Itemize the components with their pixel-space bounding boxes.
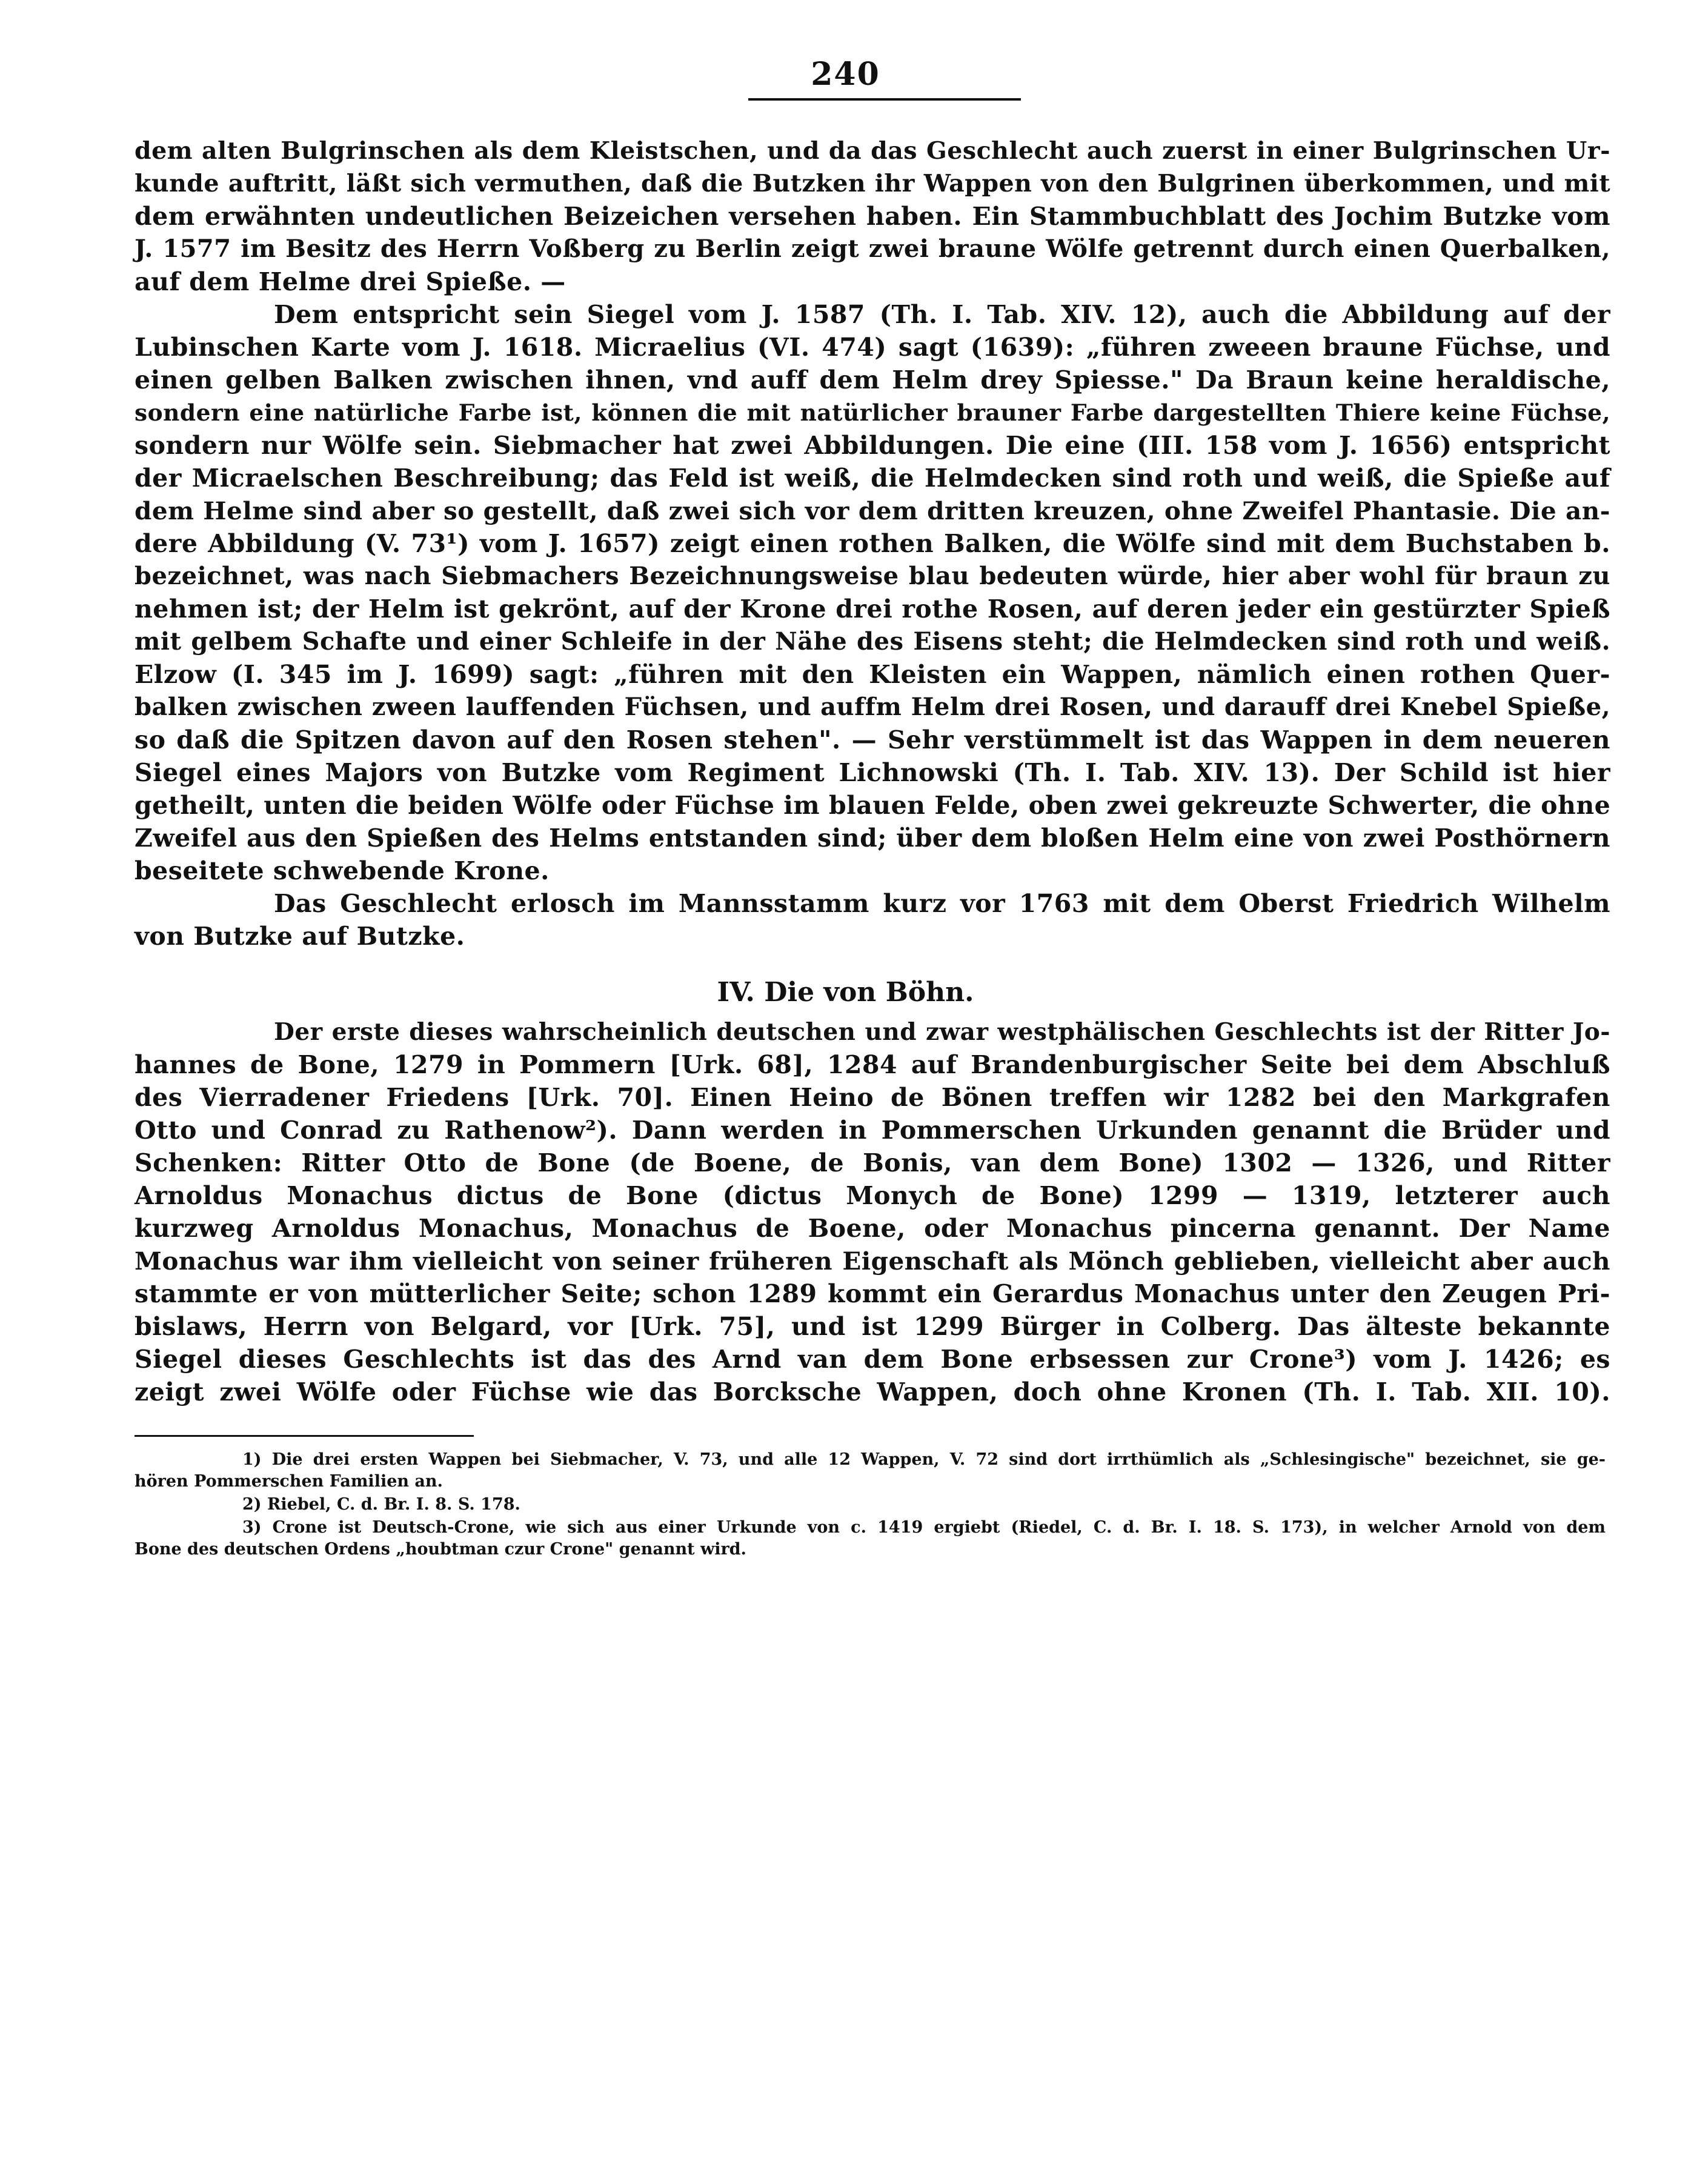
section-heading: IV. Die von Böhn. — [717, 977, 974, 1008]
text-line: stammte er von mütterlicher Seite; schon 1289 kommt ein Gerardus Monachus unter den Zeugen Pri- — [135, 1279, 1610, 1308]
text-line: beseitete schwebende Krone. — [135, 856, 550, 885]
text-line: dem alten Bulgrinschen als dem Kleistschen, und da das Geschlecht auch zuerst in einer Bulgrinschen Ur- — [135, 137, 1610, 165]
text-line: mit gelbem Schafte und einer Schleife in der Nähe des Eisens steht; die Helmdecken sind roth und weiß. — [135, 627, 1610, 656]
header-rule — [748, 98, 1021, 101]
text-line: Siegel eines Majors von Butzke vom Regiment Lichnowski (Th. I. Tab. XIV. 13). Der Schild ist hier — [135, 758, 1610, 787]
text-line: Schenken: Ritter Otto de Bone (de Boene, de Bonis, van dem Bone) 1302 — 1326, und Ritter — [135, 1148, 1610, 1177]
text-line: kurzweg Arnoldus Monachus, Monachus de Boene, oder Monachus pincerna genannt. Der Name — [135, 1214, 1610, 1243]
text-line: hannes de Bone, 1279 in Pommern [Urk. 68], 1284 auf Brandenburgischer Seite bei dem Abschluß — [135, 1050, 1610, 1079]
text-line: nehmen ist; der Helm ist gekrönt, auf der Krone drei rothe Rosen, auf deren jeder ein gestürzter Spieß — [135, 594, 1610, 624]
text-line: zeigt zwei Wölfe oder Füchse wie das Borcksche Wappen, doch ohne Kronen (Th. I. Tab. XII. 10). — [135, 1377, 1610, 1407]
footnote-2: 2) Riebel, C. d. Br. I. 8. S. 178. — [242, 1495, 520, 1514]
text-line: Monachus war ihm vielleicht von seiner früheren Eigenschaft als Mönch geblieben, vielleicht aber auch — [135, 1247, 1610, 1276]
text-line: Arnoldus Monachus dictus de Bone (dictus Monych de Bone) 1299 — 1319, letzterer auch — [135, 1181, 1610, 1210]
text-line: J. 1577 im Besitz des Herrn Voßberg zu Berlin zeigt zwei braune Wölfe getrennt durch einen Querbalken, — [135, 235, 1610, 263]
footnote-1-line-1: 1) Die drei ersten Wappen bei Siebmacher, V. 73, und alle 12 Wappen, V. 72 sind dort irrthümlich als „Schlesingische" bezeichnet, sie ge- — [242, 1450, 1606, 1469]
text-line: kunde auftritt, läßt sich vermuthen, daß die Butzken ihr Wappen von den Bulgrinen überkommen, und mit — [135, 170, 1610, 198]
text-line: bislaws, Herrn von Belgard, vor [Urk. 75], und ist 1299 Bürger in Colberg. Das älteste bekannte — [135, 1312, 1610, 1341]
text-line: sondern nur Wölfe sein. Siebmacher hat zwei Abbildungen. Die eine (III. 158 vom J. 1656) entspricht — [135, 431, 1610, 460]
text-line: sondern eine natürliche Farbe ist, können die mit natürlicher brauner Farbe dargestellten Thiere keine Füchse, — [135, 399, 1610, 426]
footnote-3-line-2: Bone des deutschen Ordens „houbtman czur Crone" genannt wird. — [135, 1540, 746, 1559]
text-line: Dem entspricht sein Siegel vom J. 1587 (Th. I. Tab. XIV. 12), auch die Abbildung auf der — [274, 300, 1610, 329]
text-line: Elzow (I. 345 im J. 1699) sagt: „führen mit den Kleisten ein Wappen, nämlich einen rothen Quer- — [135, 660, 1610, 689]
text-line: Zweifel aus den Spießen des Helms entstanden sind; über dem bloßen Helm eine von zwei Posthörnern — [135, 824, 1610, 853]
text-line: dere Abbildung (V. 73¹) vom J. 1657) zeigt einen rothen Balken, die Wölfe sind mit dem Buchstaben b. — [135, 529, 1610, 558]
text-line: getheilt, unten die beiden Wölfe oder Füchse im blauen Felde, oben zwei gekreuzte Schwerter, die ohne — [135, 791, 1611, 820]
text-line: dem Helme sind aber so gestellt, daß zwei sich vor dem dritten kreuzen, ohne Zweifel Phantasie. Die an- — [135, 496, 1610, 525]
text-line: Der erste dieses wahrscheinlich deutschen und zwar westphälischen Geschlechts ist der Ritter Jo- — [274, 1018, 1610, 1046]
text-line: dem erwähnten undeutlichen Beizeichen versehen haben. Ein Stammbuchblatt des Jochim Butzke vom — [135, 202, 1610, 231]
text-line: Otto und Conrad zu Rathenow²). Dann werden in Pommerschen Urkunden genannt die Brüder und — [135, 1116, 1610, 1145]
page-number: 240 — [811, 56, 880, 93]
text-line: bezeichnet, was nach Siebmachers Bezeichnungsweise blau bedeuten würde, hier aber wohl für braun zu — [135, 562, 1610, 590]
footnote-rule — [135, 1435, 474, 1437]
footnote-3-line-1: 3) Crone ist Deutsch-Crone, wie sich aus einer Urkunde von c. 1419 ergiebt (Riedel, C. d. Br. I. 18. S. 173), in welcher Arnold von dem — [242, 1518, 1606, 1537]
text-line: Lubinschen Karte vom J. 1618. Micraelius (VI. 474) sagt (1639): „führen zweeen braune Füchse, und — [135, 333, 1610, 362]
text-line: Siegel dieses Geschlechts ist das des Arnd van dem Bone erbsessen zur Crone³) vom J. 1426; es — [135, 1345, 1610, 1374]
text-line: einen gelben Balken zwischen ihnen, vnd auff dem Helm drey Spiesse." Da Braun keine heraldische, — [135, 365, 1610, 395]
text-line: des Vierradener Friedens [Urk. 70]. Einen Heino de Bönen treffen wir 1282 bei den Markgrafen — [135, 1083, 1610, 1112]
text-line: auf dem Helme drei Spieße. — — [135, 267, 566, 296]
text-line: von Butzke auf Butzke. — [135, 922, 465, 951]
footnote-1-line-2: hören Pommerschen Familien an. — [135, 1472, 443, 1491]
text-line: balken zwischen zween lauffenden Füchsen, und auffm Helm drei Rosen, und darauff drei Knebel Spieße, — [135, 693, 1610, 721]
text-line: Das Geschlecht erlosch im Mannsstamm kurz vor 1763 mit dem Oberst Friedrich Wilhelm — [274, 889, 1610, 918]
text-line: so daß die Spitzen davon auf den Rosen stehen". — Sehr verstümmelt ist das Wappen in dem neueren — [135, 725, 1610, 754]
text-line: der Micraelschen Beschreibung; das Feld ist weiß, die Helmdecken sind roth und weiß, die Spieße auf — [135, 464, 1610, 493]
